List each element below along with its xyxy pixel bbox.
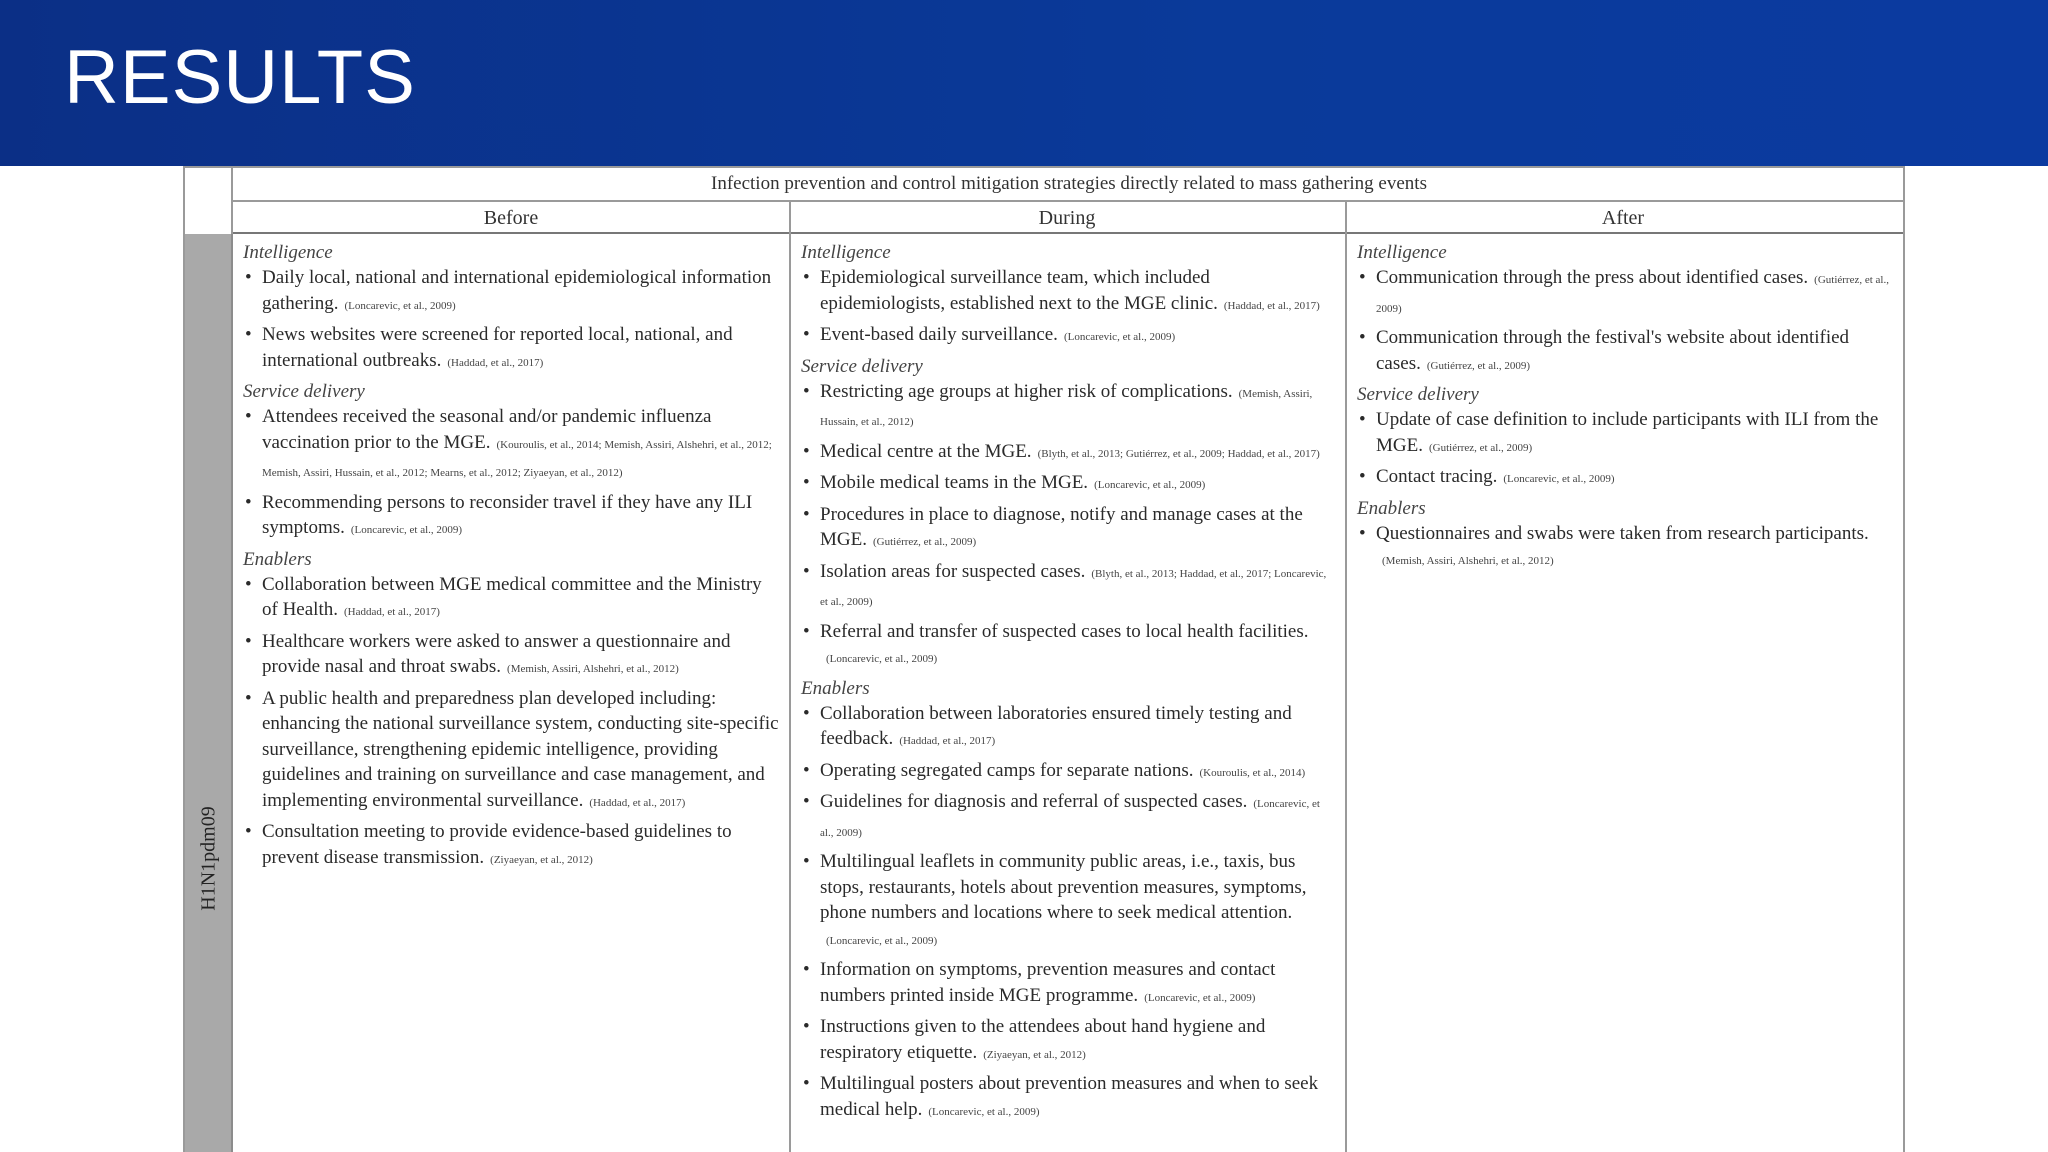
item-text: Healthcare workers were asked to answer a questionnaire and provide nasal and throat swabs. [262, 630, 731, 677]
list-item [801, 439, 1335, 468]
section-heading: Enablers [243, 548, 312, 570]
before-column [233, 234, 789, 1152]
section-heading: Intelligence [1357, 242, 1447, 263]
citation: (Blyth, et al., 2013; Haddad, et al., 2017; Loncarevic, et al., 2009) [820, 567, 1327, 608]
item-text: Guidelines for diagnosis and referral of suspected cases. [820, 791, 1248, 812]
list-item [801, 701, 1335, 755]
list-item [801, 619, 1335, 673]
header-after: After [1601, 206, 1645, 229]
list-item [801, 758, 1335, 787]
section-heading: Service delivery [801, 355, 923, 377]
list-item [243, 404, 779, 487]
list-item [801, 957, 1335, 1011]
list-item [1357, 521, 1893, 575]
item-text: Multilingual leaflets in community public areas, i.e., taxis, bus stops, restaurants, hotels about prevention measures, symptoms, phone numbers and locations where to seek medical attention. [820, 851, 1307, 923]
title-banner [0, 0, 2048, 166]
list-item [801, 789, 1335, 846]
list-item [243, 629, 779, 683]
after-column [1347, 234, 1903, 1152]
item-text: Mobile medical teams in the MGE. [820, 472, 1089, 493]
citation: (Gutiérrez, et al., 2009) [1376, 274, 1889, 315]
item-text: Communication through the festival's website about identified cases. [1376, 327, 1850, 374]
citation: (Loncarevic, et al., 2009) [1063, 331, 1176, 343]
citation: (Ziyaeyan, et al., 2012) [983, 1048, 1086, 1061]
header-during: During [1038, 206, 1096, 229]
table-corner-cell [185, 168, 233, 234]
table-caption: Infection prevention and control mitigation strategies directly related to mass gathering events [233, 168, 1905, 202]
citation: (Blyth, et al., 2013; Gutiérrez, et al., 2009; Haddad, et al., 2017) [1037, 447, 1320, 460]
section-heading: Service delivery [1357, 384, 1479, 405]
citation: (Gutiérrez, et al., 2009) [1426, 359, 1531, 372]
citation: (Haddad, et al., 2017) [1223, 299, 1320, 312]
item-text: Isolation areas for suspected cases. [820, 560, 1086, 582]
citation: (Loncarevic, et al., 2009) [928, 1105, 1040, 1118]
list-item [801, 265, 1335, 319]
item-text: Recommending persons to reconsider travel if they have any ILI symptoms. [262, 491, 753, 538]
citation: (Kouroulis, et al., 2014; Memish, Assiri, Alshehri, et al., 2012; Memish, Assiri, Hussain, et al., 2012; Mearns, et al., 2012; Ziyaeyan, et al., 2012) [262, 438, 772, 479]
citation: (Haddad, et al., 2017) [899, 735, 996, 747]
list-item [801, 502, 1335, 556]
list-item [1357, 265, 1893, 322]
section-heading: Enablers [1357, 497, 1426, 519]
item-text: News websites were screened for reported local, national, and international outbreaks. [262, 324, 733, 371]
section-heading: Service delivery [243, 381, 365, 402]
list-item [801, 849, 1335, 954]
item-text: Procedures in place to diagnose, notify and manage cases at the MGE. [820, 503, 1303, 550]
citation: (Loncarevic, et al., 2009) [344, 299, 456, 312]
item-text: Multilingual posters about prevention measures and when to seek medical help. [820, 1073, 1319, 1120]
section-heading: Intelligence [801, 242, 891, 263]
table-header-row [233, 202, 1905, 234]
list-item [801, 470, 1335, 499]
item-text: Collaboration between laboratories ensured timely testing and feedback. [820, 702, 1292, 749]
item-text: Update of case definition to include participants with ILI from the MGE. [1376, 409, 1879, 456]
citation: (Gutiérrez, et al., 2009) [1428, 441, 1533, 454]
item-text: A public health and preparedness plan developed including: enhancing the national surveillance system, conducting site-specific surveillance, strengthening epidemic intelligence, providing guidelines and training on surveillance and case management, and implementing environmental surveillance. [262, 687, 779, 811]
list-item [243, 572, 779, 626]
citation: (Loncarevic, et al., 2009) [1503, 473, 1615, 485]
citation: (Memish, Assiri, Alshehri, et al., 2012) [1382, 555, 1554, 567]
list-item [1357, 464, 1893, 493]
item-text: Questionnaires and swabs were taken from research participants. [1376, 522, 1869, 544]
item-text: Consultation meeting to provide evidence-based guidelines to prevent disease transmission. [262, 821, 732, 868]
item-text: Instructions given to the attendees about hand hygiene and respiratory etiquette. [820, 1016, 1266, 1063]
row-label-column [185, 234, 233, 1152]
list-item [801, 322, 1335, 351]
item-text: Medical centre at the MGE. [820, 440, 1032, 462]
citation: (Gutiérrez, et al., 2009) [872, 536, 977, 548]
item-text: Daily local, national and international epidemiological information gathering. [262, 267, 772, 314]
row-label-text: H1N1pdm09 [197, 805, 220, 911]
citation: (Kouroulis, et al., 2014) [1199, 766, 1306, 779]
item-text: Operating segregated camps for separate nations. [820, 759, 1194, 781]
slide-title: RESULTS [64, 35, 416, 120]
list-item [243, 265, 779, 319]
item-text: Collaboration between MGE medical committee and the Ministry of Health. [262, 573, 762, 620]
section-heading: Intelligence [243, 242, 333, 263]
item-text: Referral and transfer of suspected cases to local health facilities. [820, 620, 1309, 642]
item-text: Communication through the press about identified cases. [1376, 267, 1809, 288]
citation: (Loncarevic, et al., 2009) [826, 934, 938, 947]
item-text: Information on symptoms, prevention measures and contact numbers printed inside MGE programme. [820, 959, 1276, 1006]
citation: (Memish, Assiri, Hussain, et al., 2012) [820, 387, 1313, 428]
list-item [801, 1014, 1335, 1068]
item-text: Event-based daily surveillance. [820, 324, 1058, 345]
item-text: Attendees received the seasonal and/or pandemic influenza vaccination prior to the MGE. [262, 406, 712, 453]
results-table [183, 166, 1905, 1152]
list-item [243, 490, 779, 544]
list-item [243, 322, 779, 376]
list-item [1357, 325, 1893, 379]
during-column [791, 234, 1345, 1152]
section-heading: Enablers [801, 677, 870, 699]
list-item [1357, 407, 1893, 461]
citation: (Loncarevic, et al., 2009) [820, 798, 1320, 839]
citation: (Haddad, et al., 2017) [343, 606, 440, 618]
citation: (Loncarevic, et al., 2009) [826, 653, 938, 665]
citation: (Loncarevic, et al., 2009) [1144, 991, 1256, 1004]
list-item [801, 379, 1335, 436]
citation: (Haddad, et al., 2017) [447, 356, 544, 369]
citation: (Loncarevic, et al., 2009) [350, 524, 463, 536]
list-item [243, 819, 779, 873]
citation: (Haddad, et al., 2017) [589, 796, 686, 809]
item-text: Contact tracing. [1376, 466, 1498, 487]
item-text: Epidemiological surveillance team, which included epidemiologists, established next to the MGE clinic. [820, 267, 1218, 314]
citation: (Ziyaeyan, et al., 2012) [490, 853, 593, 866]
row-label [185, 768, 233, 948]
citation: (Loncarevic, et al., 2009) [1094, 479, 1206, 491]
header-before: Before [483, 206, 539, 229]
list-item [801, 1071, 1335, 1125]
item-text: Restricting age groups at higher risk of complications. [820, 380, 1233, 402]
citation: (Memish, Assiri, Alshehri, et al., 2012) [507, 663, 679, 675]
list-item [801, 559, 1335, 616]
list-item [243, 686, 779, 817]
